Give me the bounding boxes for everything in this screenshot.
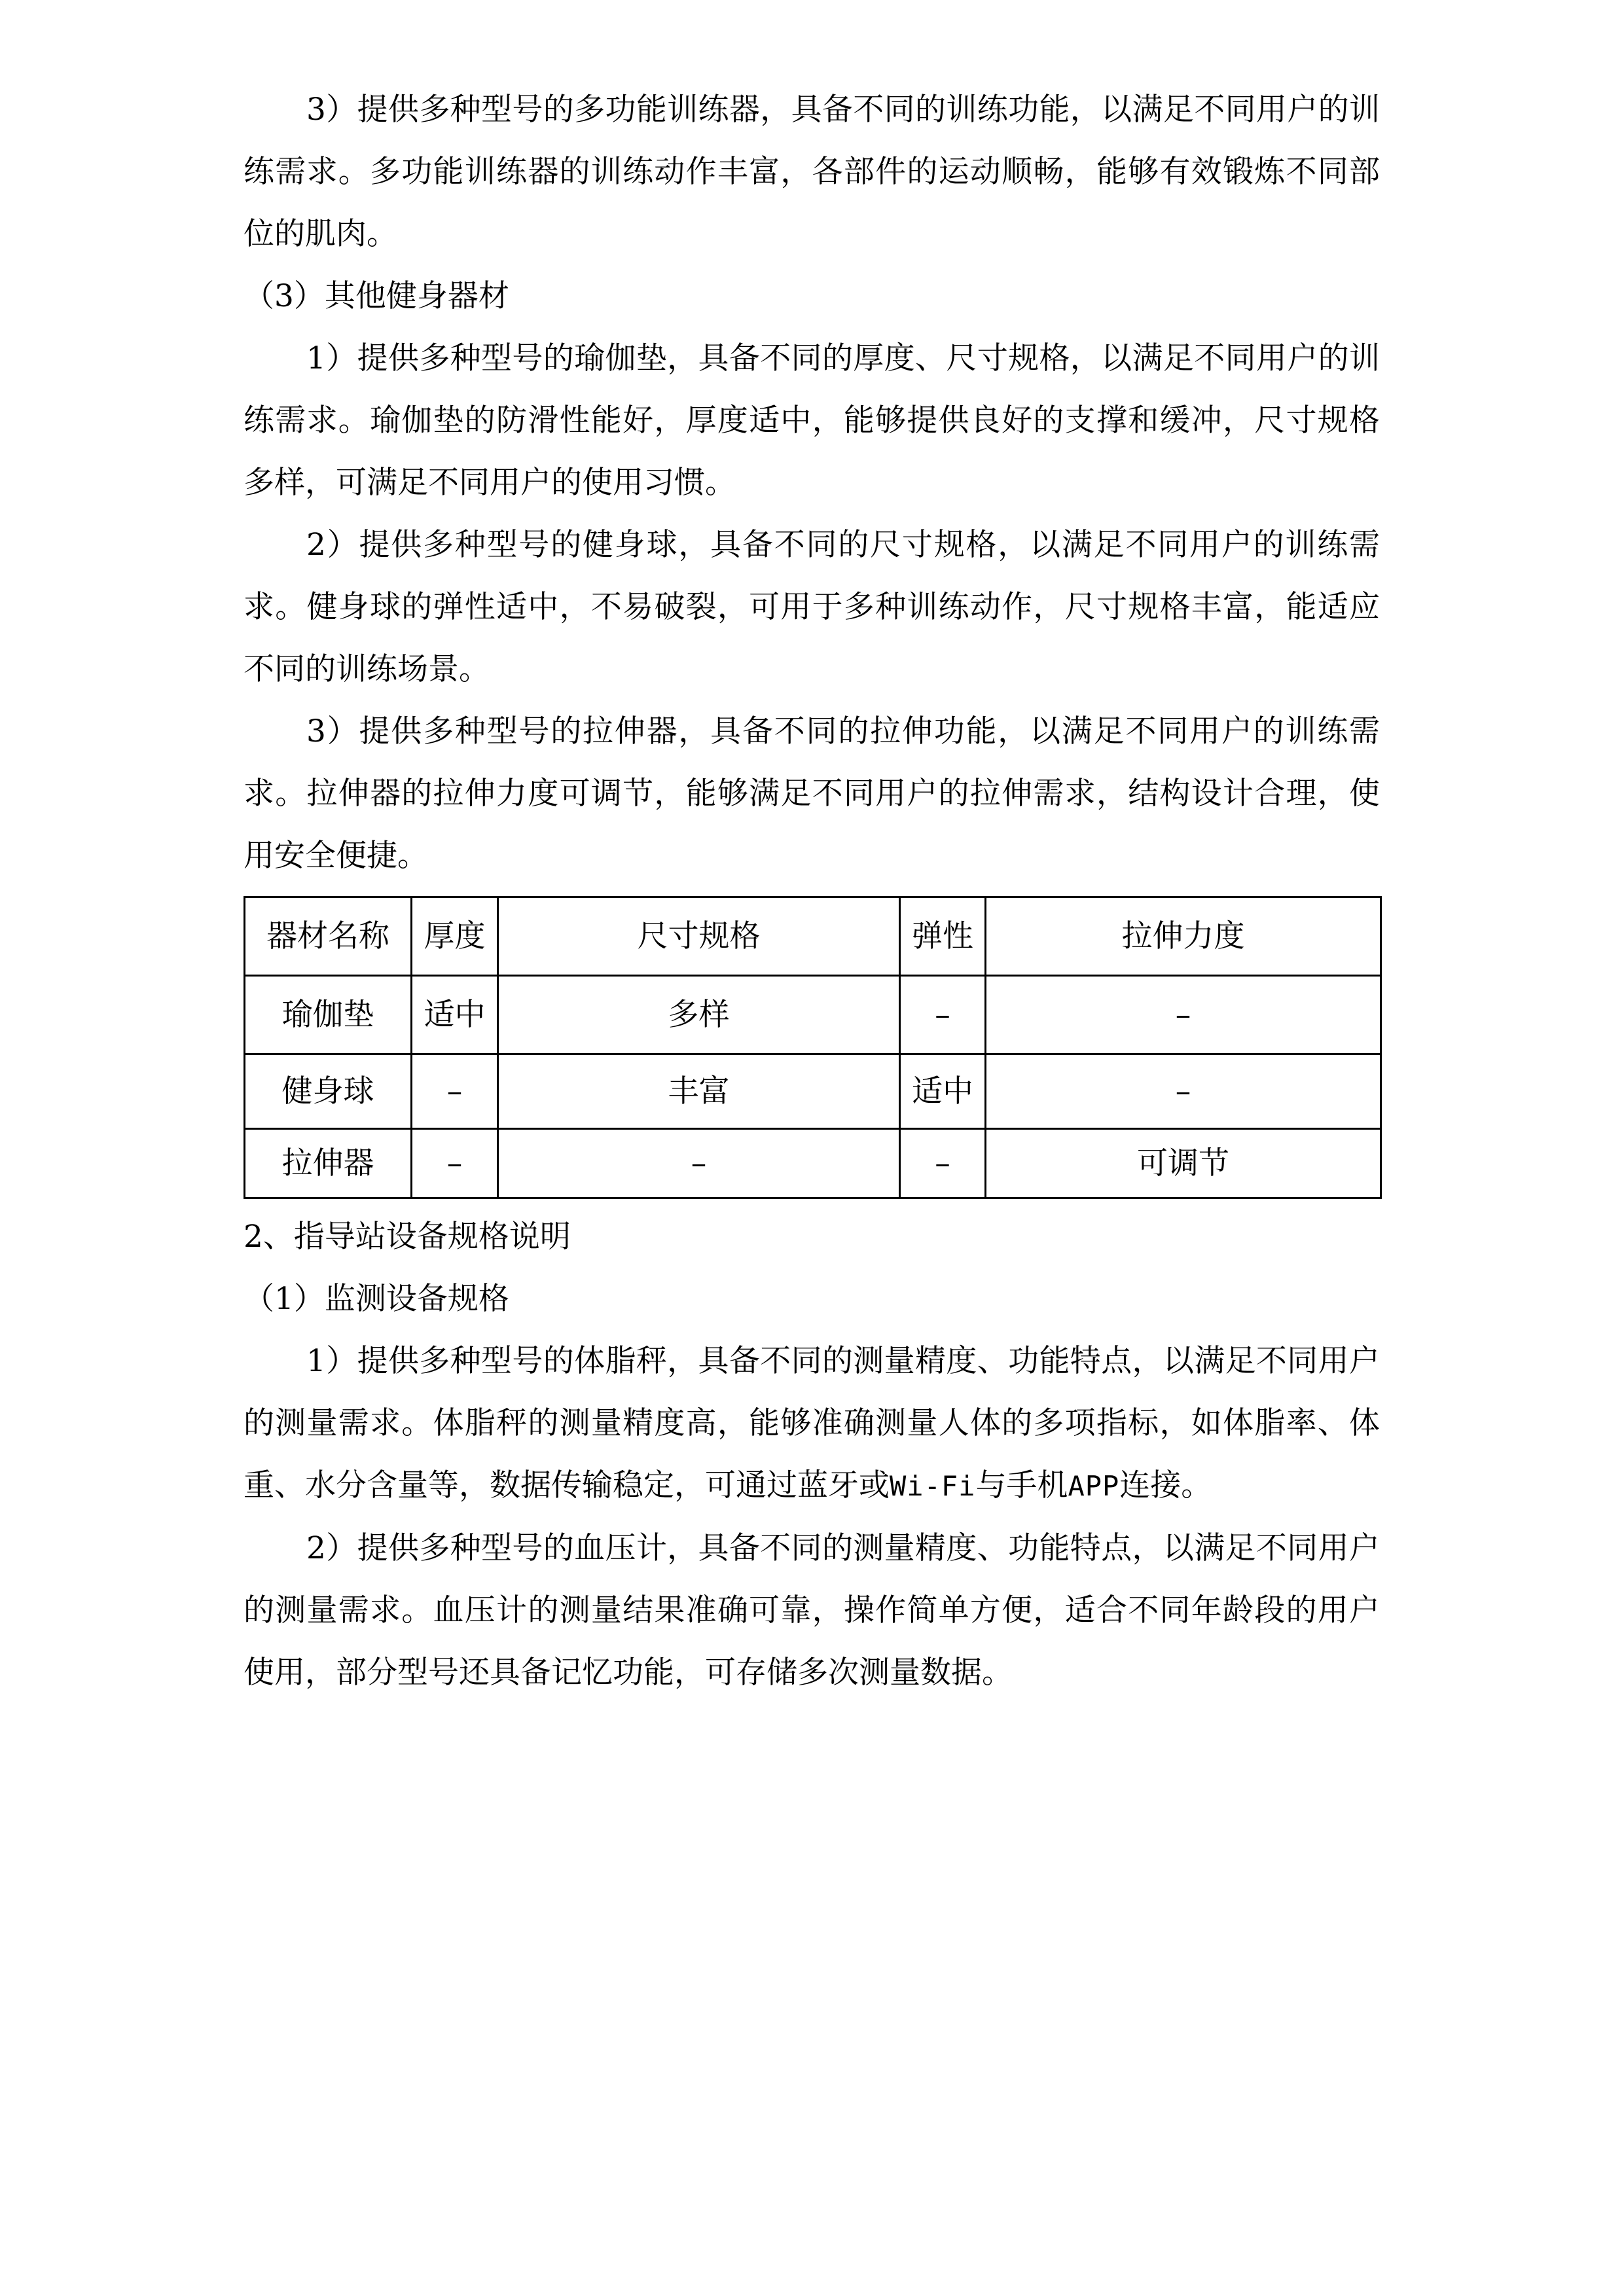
table-cell: – xyxy=(986,976,1381,1054)
table-cell: 健身球 xyxy=(245,1054,412,1129)
body-fat-segment-2: 与手机 xyxy=(975,1467,1068,1503)
table-row xyxy=(245,1129,1381,1198)
paragraph-body-fat-scale xyxy=(244,1330,1380,1517)
table-cell: 适中 xyxy=(900,1054,986,1129)
body-fat-segment-1: 1）提供多种型号的体脂秤，具备不同的测量精度、功能特点，以满足不同用户的测量需求。体脂秤的测量精度高，能够准确测量人体的多项指标，如体脂率、体重、水分含量等，数据传输稳定，可通过蓝牙或 xyxy=(244,1343,1380,1503)
paragraph-blood-pressure-monitor: 2）提供多种型号的血压计，具备不同的测量精度、功能特点，以满足不同用户的测量需求。血压计的测量结果准确可靠，操作简单方便，适合不同年龄段的用户使用，部分型号还具备记忆功能，可存储多次测量数据。 xyxy=(244,1530,1380,1691)
table-cell: 适中 xyxy=(412,976,498,1054)
table-cell: – xyxy=(412,1054,498,1129)
table-cell: – xyxy=(498,1129,900,1198)
table-header-cell-stretch: 拉伸力度 xyxy=(986,897,1381,976)
table-cell: – xyxy=(412,1129,498,1198)
table-header-cell-size: 尺寸规格 xyxy=(498,897,900,976)
paragraph-fitness-ball: 2）提供多种型号的健身球，具备不同的尺寸规格，以满足不同用户的训练需求。健身球的弹性适中，不易破裂，可用于多种训练动作，尺寸规格丰富，能适应不同的训练场景。 xyxy=(244,527,1380,687)
table-header-cell-elasticity: 弹性 xyxy=(900,897,986,976)
paragraph-multifunction-trainer: 3）提供多种型号的多功能训练器，具备不同的训练功能，以满足不同用户的训练需求。多功能训练器的训练动作丰富，各部件的运动顺畅，能够有效锻炼不同部位的肌肉。 xyxy=(244,92,1380,252)
document-content xyxy=(244,79,1380,1704)
table-bottom-spacer xyxy=(244,1199,1380,1206)
table-row xyxy=(245,976,1381,1054)
table-header-row xyxy=(245,897,1381,976)
paragraph-yoga-mat: 1）提供多种型号的瑜伽垫，具备不同的厚度、尺寸规格，以满足不同用户的训练需求。瑜伽垫的防滑性能好，厚度适中，能够提供良好的支撑和缓冲，尺寸规格多样，可满足不同用户的使用习惯。 xyxy=(244,340,1380,501)
body-fat-segment-3: 连接。 xyxy=(1119,1467,1212,1503)
heading-other-fitness-equipment: （3）其他健身器材 xyxy=(244,278,509,314)
table-cell: 多样 xyxy=(498,976,900,1054)
table-cell: – xyxy=(986,1054,1381,1129)
table-top-spacer xyxy=(244,887,1380,896)
table-cell: 丰富 xyxy=(498,1054,900,1129)
table-header-cell-name: 器材名称 xyxy=(245,897,412,976)
table-cell: 可调节 xyxy=(986,1129,1381,1198)
heading-monitoring-device-spec: （1）监测设备规格 xyxy=(244,1281,509,1317)
wifi-label: Wi-Fi xyxy=(890,1470,976,1502)
table-cell: 拉伸器 xyxy=(245,1129,412,1198)
table-cell: 瑜伽垫 xyxy=(245,976,412,1054)
table-header-cell-thickness: 厚度 xyxy=(412,897,498,976)
table-row xyxy=(245,1054,1381,1129)
app-label: APP xyxy=(1068,1470,1120,1502)
paragraph-stretcher: 3）提供多种型号的拉伸器，具备不同的拉伸功能，以满足不同用户的训练需求。拉伸器的拉伸力度可调节，能够满足不同用户的拉伸需求，结构设计合理，使用安全便捷。 xyxy=(244,713,1380,874)
table-cell: – xyxy=(900,976,986,1054)
heading-guidance-station-spec: 2、指导站设备规格说明 xyxy=(244,1219,571,1255)
equipment-spec-table xyxy=(244,896,1382,1199)
table-cell: – xyxy=(900,1129,986,1198)
